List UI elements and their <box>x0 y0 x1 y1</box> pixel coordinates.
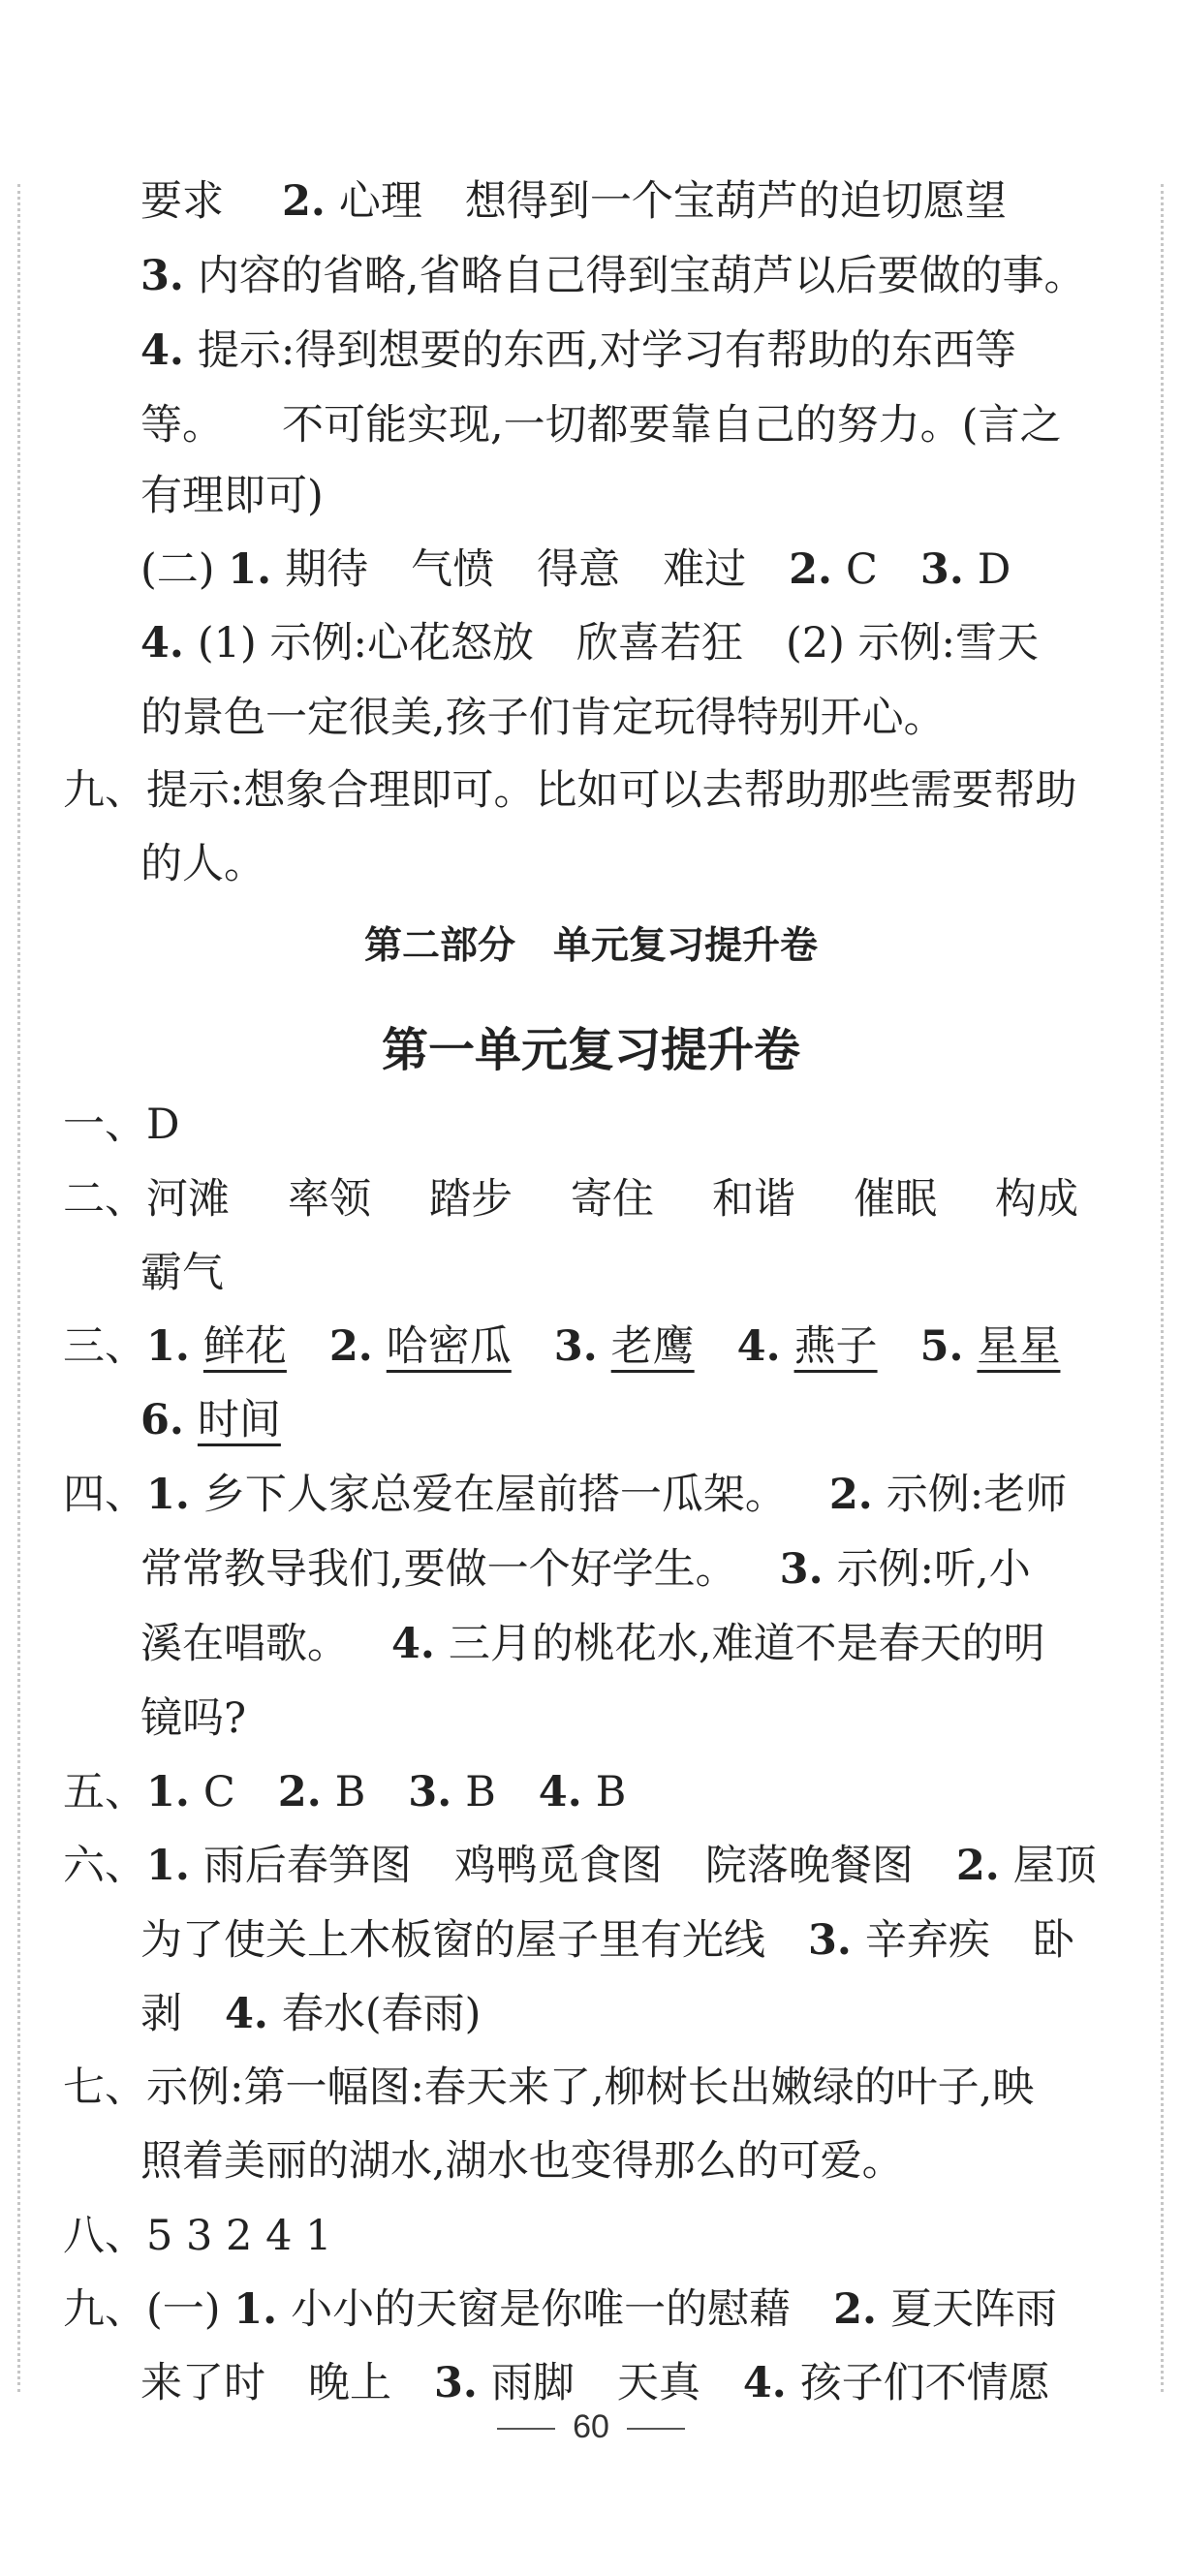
answer-line: 的人。 <box>140 840 265 888</box>
answer-line: 五、1. C 2. B 3. B 4. B <box>63 1768 627 1816</box>
answer-line: 七、示例:第一幅图:春天来了,柳树长出嫩绿的叶子,映 <box>63 2064 1035 2112</box>
answer-line: 九、提示:想象合理即可。比如可以去帮助那些需要帮助 <box>63 766 1077 815</box>
page-number: 60 <box>0 2408 1182 2446</box>
answer-line: 六、1. 雨后春笋图 鸡鸭觅食图 院落晚餐图 2. 屋顶 <box>63 1842 1097 1890</box>
answer-line: 6. 时间 <box>140 1396 281 1444</box>
part-title: 第二部分 单元复习提升卷 <box>363 924 818 968</box>
answer-line: 二、河滩 率领 踏步 寄住 和谐 催眠 构成 <box>63 1175 1078 1224</box>
unit-title: 第一单元复习提升卷 <box>381 1023 800 1077</box>
left-margin-dots <box>17 184 20 2392</box>
answer-line: 照着美丽的湖水,湖水也变得那么的可爱。 <box>140 2137 904 2186</box>
answer-line: 有理即可) <box>140 472 324 520</box>
answer-line: 来了时 晚上 3. 雨脚 天真 4. 孩子们不情愿 <box>140 2359 1050 2407</box>
answer-line: 3. 内容的省略,省略自己得到宝葫芦以后要做的事。 <box>140 252 1086 300</box>
answer-line: 四、1. 乡下人家总爱在屋前搭一瓜架。 2. 示例:老师 <box>63 1471 1068 1519</box>
page-number-dash <box>497 2428 555 2430</box>
answer-line: 九、(一) 1. 小小的天窗是你唯一的慰藉 2. 夏天阵雨 <box>63 2285 1058 2334</box>
answer-line: 溪在唱歌。 4. 三月的桃花水,难道不是春天的明 <box>140 1620 1045 1668</box>
answer-line: 4. 提示:得到想要的东西,对学习有帮助的东西等 <box>140 326 1017 375</box>
answer-line: 要求 2. 心理 想得到一个宝葫芦的迫切愿望 <box>140 177 1007 226</box>
answer-line: 镜吗? <box>140 1694 247 1743</box>
answer-line: 一、D <box>63 1101 180 1149</box>
page-number-dash <box>627 2428 685 2430</box>
right-margin-dots <box>1161 184 1164 2392</box>
answer-line: 等。 不可能实现,一切都要靠自己的努力。(言之 <box>140 401 1062 450</box>
answer-line: 三、1. 鲜花 2. 哈密瓜 3. 老鹰 4. 燕子 5. 星星 <box>63 1322 1061 1371</box>
answer-line: 八、5 3 2 4 1 <box>63 2212 332 2260</box>
answer-line: (二) 1. 期待 气愤 得意 难过 2. C 3. D <box>140 545 1011 594</box>
answer-line: 的景色一定很美,孩子们肯定玩得特别开心。 <box>140 694 946 742</box>
answer-line: 为了使关上木板窗的屋子里有光线 3. 辛弃疾 卧 <box>140 1916 1074 1965</box>
answer-line: 常常教导我们,要做一个好学生。 3. 示例:听,小 <box>140 1545 1031 1594</box>
answer-line: 4. (1) 示例:心花怒放 欣喜若狂 (2) 示例:雪天 <box>140 619 1040 667</box>
answer-line: 霸气 <box>140 1249 224 1297</box>
answer-line: 剥 4. 春水(春雨) <box>140 1990 482 2038</box>
